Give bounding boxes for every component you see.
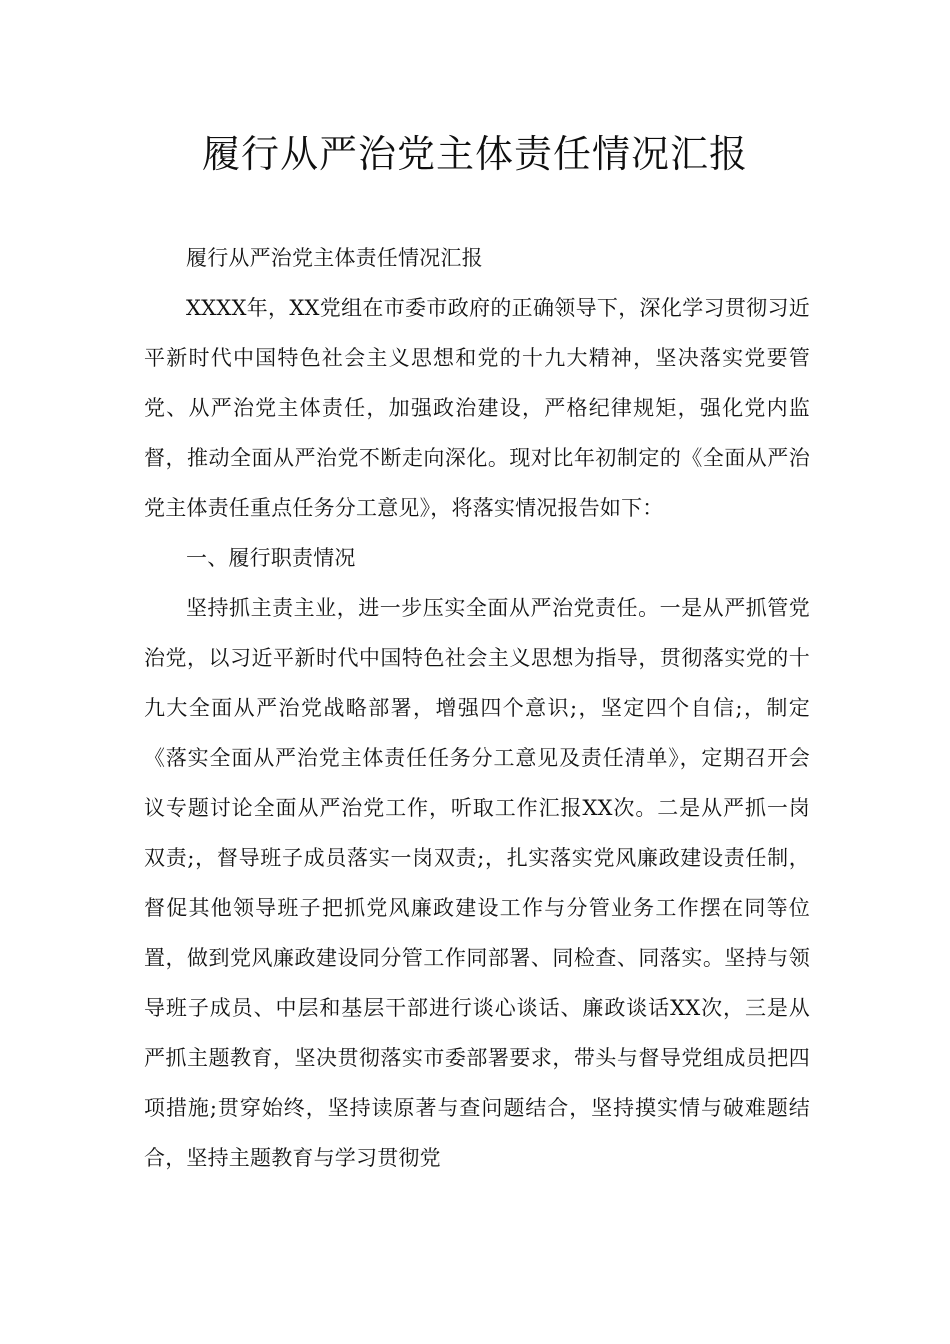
paragraph-intro: XXXX年，XX党组在市委市政府的正确领导下，深化学习贯彻习近平新时代中国特色社会主义思想和党的十九大精神，坚决落实党要管党、从严治党主体责任，加强政治建设，严格纪律规矩，强化党内监督，推动全面从严治党不断走向深化。现对比年初制定的《全面从严治党主体责任重点任务分工意见》，将落实情况报告如下： — [144, 296, 810, 520]
paragraph-body: 坚持抓主责主业，进一步压实全面从严治党责任。一是从严抓管党治党，以习近平新时代中国特色社会主义思想为指导，贯彻落实党的十九大全面从严治党战略部署，增强四个意识;，坚定四个自信;，制定《落实全面从严治党主体责任任务分工意见及责任清单》，定期召开会议专题讨论全面从严治党工作，听取工作汇报XX次。二是从严抓一岗双责;，督导班子成员落实一岗双责;，扎实落实党风廉政建设责任制，督促其他领导班子把抓党风廉政建设工作与分管业务工作摆在同等位置，做到党风廉政建设同分管工作同部署、同检查、同落实。坚持与领导班子成员、中层和基层干部进行谈心谈话、廉政谈话XX次，三是从严抓主题教育，坚决贯彻落实市委部署要求，带头与督导党组成员把四项措施;贯穿始终，坚持读原著与查问题结合，坚持摸实情与破难题结合，坚持主题教育与学习贯彻党 — [144, 596, 810, 1170]
section-heading: 一、履行职责情况 — [186, 546, 356, 570]
paragraph-subtitle: 履行从严治党主体责任情况汇报 — [186, 246, 483, 270]
document-title: 履行从严治党主体责任情况汇报 — [201, 132, 748, 176]
document-body — [144, 233, 810, 1183]
